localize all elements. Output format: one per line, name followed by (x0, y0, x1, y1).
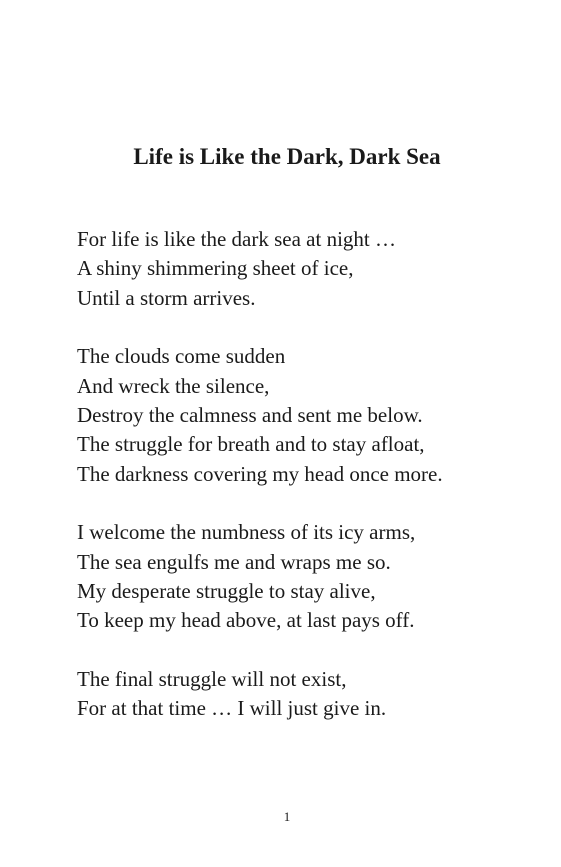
poem-line: For at that time … I will just give in. (77, 696, 387, 721)
poem-line: And wreck the silence, (77, 373, 270, 398)
poem-title: Life is Like the Dark, Dark Sea (133, 144, 441, 169)
poem-line: The sea engulfs me and wraps me so. (77, 549, 391, 574)
stanza-3 (77, 518, 547, 636)
poem-line: The darkness covering my head once more. (77, 461, 443, 486)
poem-line: The clouds come sudden (77, 344, 286, 369)
poem-body (77, 225, 547, 753)
poem-line: Destroy the calmness and sent me below. (77, 403, 423, 428)
stanza-2 (77, 342, 547, 489)
poem-line: To keep my head above, at last pays off. (77, 608, 415, 633)
poem-line: Until a storm arrives. (77, 285, 256, 310)
poem-line: My desperate struggle to stay alive, (77, 579, 376, 604)
poem-line: I welcome the numbness of its icy arms, (77, 520, 416, 545)
poem-line: A shiny shimmering sheet of ice, (77, 256, 354, 281)
poem-line: The final struggle will not exist, (77, 666, 347, 691)
poem-line: The struggle for breath and to stay afloat, (77, 432, 425, 457)
stanza-4 (77, 665, 547, 724)
poem-line: For life is like the dark sea at night … (77, 227, 397, 251)
stanza-1 (77, 225, 547, 313)
page-number: 1 (283, 809, 291, 824)
